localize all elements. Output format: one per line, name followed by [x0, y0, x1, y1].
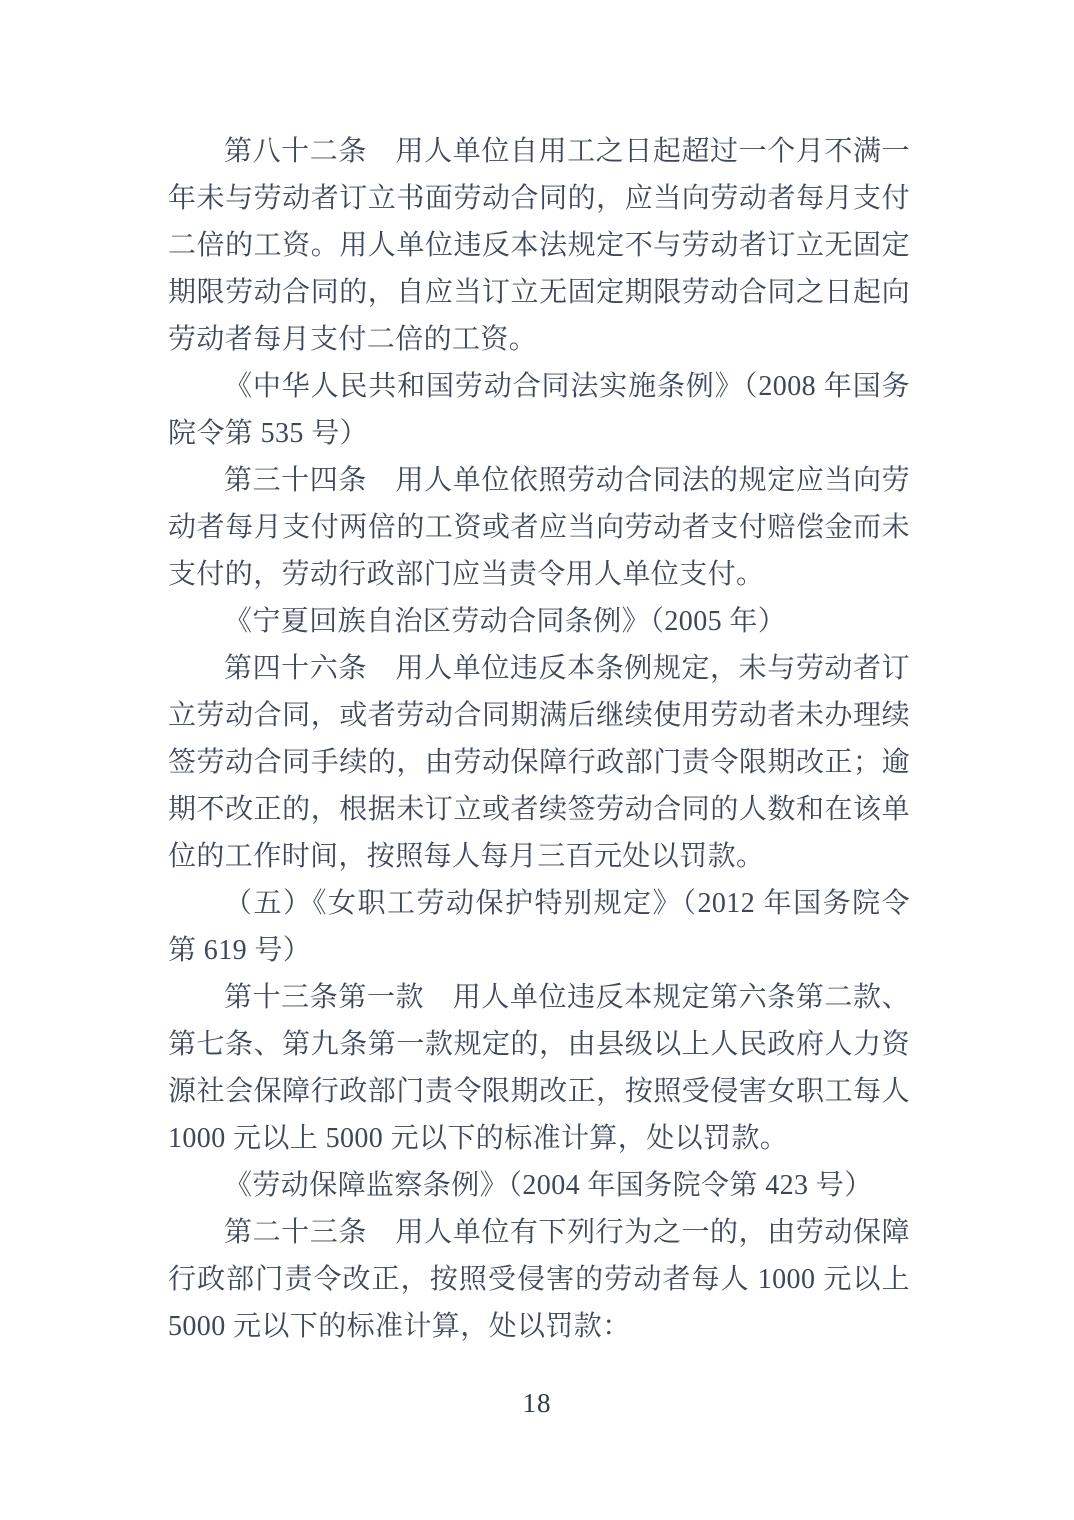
paragraph-article: 第八十二条 用人单位自用工之日起超过一个月不满一年未与劳动者订立书面劳动合同的，应当向劳动者每月支付二倍的工资。用人单位违反本法规定不与劳动者订立无固定期限劳动合同的，自应当订立无固定期限劳动合同之日起向劳动者每月支付二倍的工资。	[168, 136, 910, 355]
paragraph-article: 第十三条第一款 用人单位违反本规定第六条第二款、第七条、第九条第一款规定的，由县级以上人民政府人力资源社会保障行政部门责令限期改正，按照受侵害女职工每人 1000 元以上 5000 元以下的标准计算，处以罚款。	[168, 982, 910, 1154]
paragraph-citation: （五）《女职工劳动保护特别规定》（2012 年国务院令第 619 号）	[168, 888, 910, 966]
page-number-label: 18	[522, 1388, 552, 1418]
paragraph-article: 第四十六条 用人单位违反本条例规定，未与劳动者订立劳动合同，或者劳动合同期满后继续使用劳动者未办理续签劳动合同手续的，由劳动保障行政部门责令限期改正；逾期不改正的，根据未订立或者续签劳动合同的人数和在该单位的工作时间，按照每人每月三百元处以罚款。	[168, 653, 910, 872]
document-body	[168, 128, 910, 1350]
paragraph-article: 第二十三条 用人单位有下列行为之一的，由劳动保障行政部门责令改正，按照受侵害的劳动者每人 1000 元以上 5000 元以下的标准计算，处以罚款：	[168, 1217, 910, 1342]
paragraph-citation: 《宁夏回族自治区劳动合同条例》（2005 年）	[224, 606, 787, 637]
paragraph-citation: 《劳动保障监察条例》（2004 年国务院令第 423 号）	[224, 1170, 873, 1201]
paragraph-citation: 《中华人民共和国劳动合同法实施条例》（2008 年国务院令第 535 号）	[168, 371, 910, 449]
paragraph-article: 第三十四条 用人单位依照劳动合同法的规定应当向劳动者每月支付两倍的工资或者应当向劳动者支付赔偿金而未支付的，劳动行政部门应当责令用人单位支付。	[168, 465, 910, 590]
